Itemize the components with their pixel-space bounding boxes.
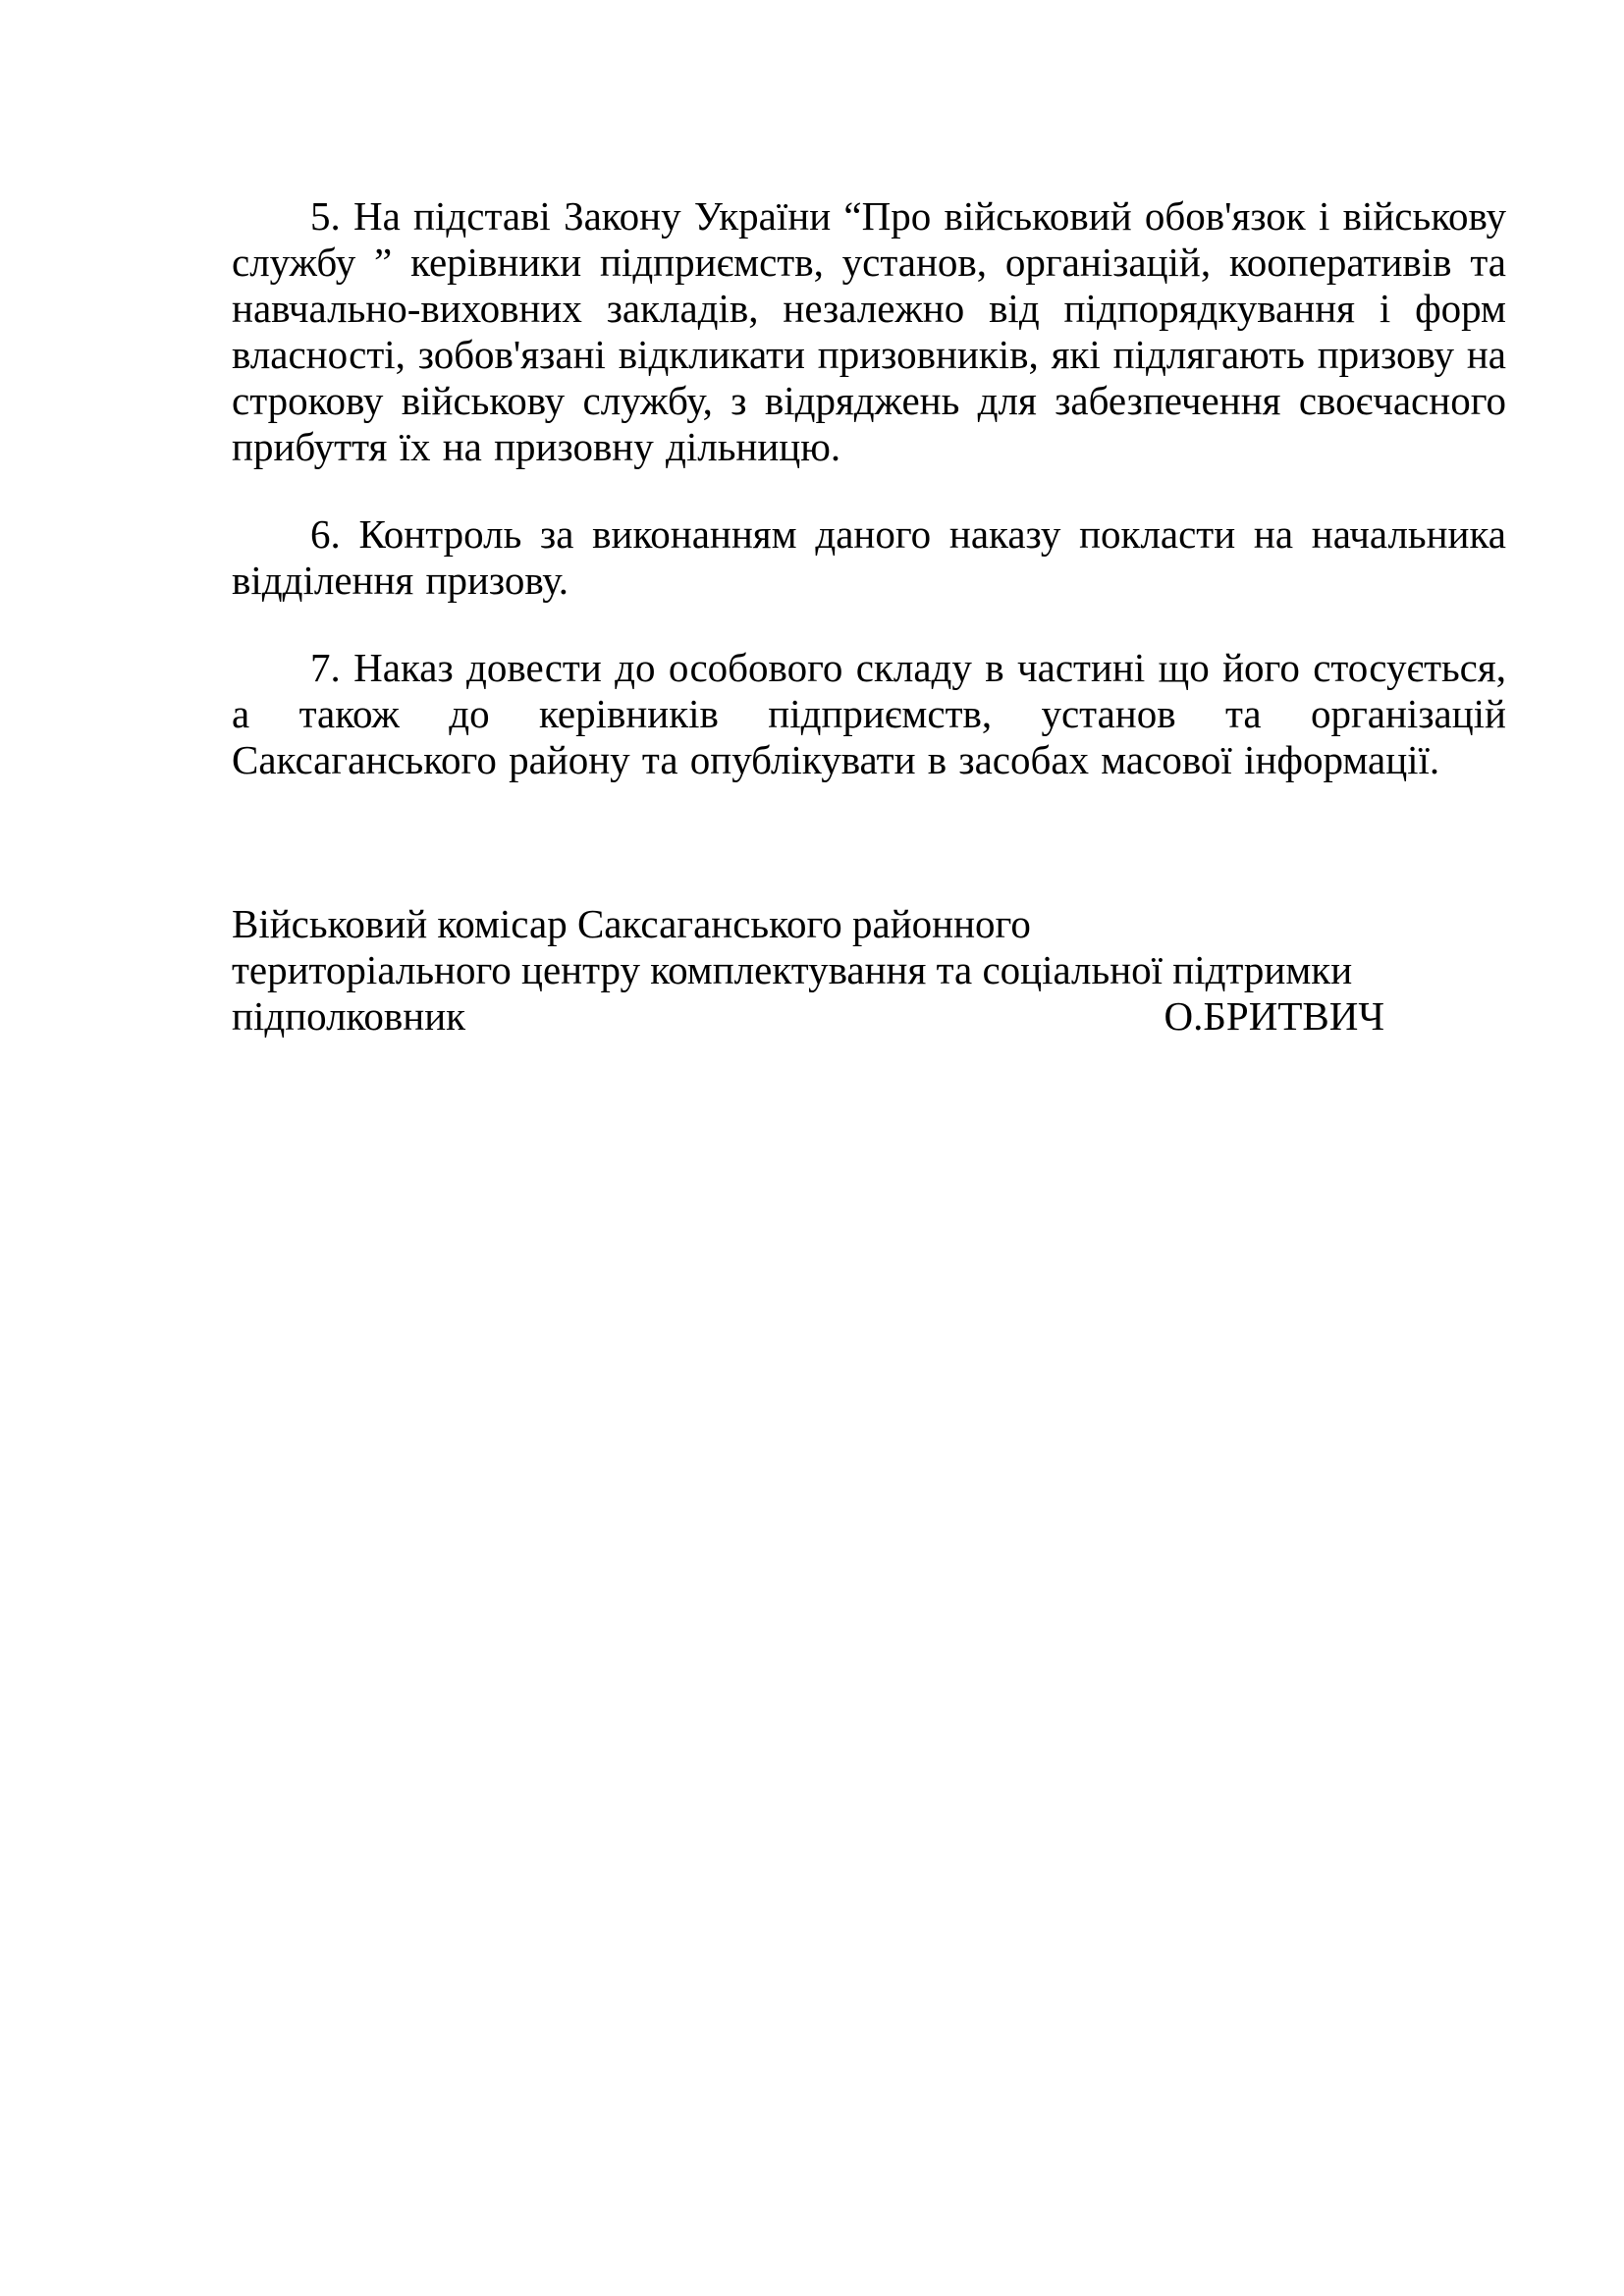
signatory-title-line-1: Військовий комісар Саксаганського районного — [232, 901, 1031, 946]
signature-block — [232, 901, 1506, 1040]
signatory-rank-name-row — [232, 993, 1506, 1040]
signatory-name: О.БРИТВИЧ — [1164, 993, 1384, 1039]
order-paragraph-5: 5. На підставі Закону України “Про військовий обов'язок і військову службу ” керівники підприємств, установ, організацій, кооперативів та навчально-виховних закладів, незалежно від підпорядкування і форм власності, зобов'язані відкликати призовників, які підлягають призову на строкову військову службу, з відряджень для забезпечення своєчасного прибуття їх на призовну дільницю. — [232, 193, 1506, 469]
signatory-title-line-2: територіального центру комплектування та соціальної підтримки — [232, 947, 1353, 992]
document-body — [232, 193, 1506, 1040]
order-paragraph-6: 6. Контроль за виконанням даного наказу покласти на начальника відділення призову. — [232, 511, 1506, 603]
order-paragraph-7: 7. Наказ довести до особового складу в частині що його стосується, а також до керівників підприємств, установ та організацій Саксаганського району та опублікувати в засобах масової інформації. — [232, 645, 1506, 782]
signatory-rank: підполковник — [232, 993, 466, 1039]
